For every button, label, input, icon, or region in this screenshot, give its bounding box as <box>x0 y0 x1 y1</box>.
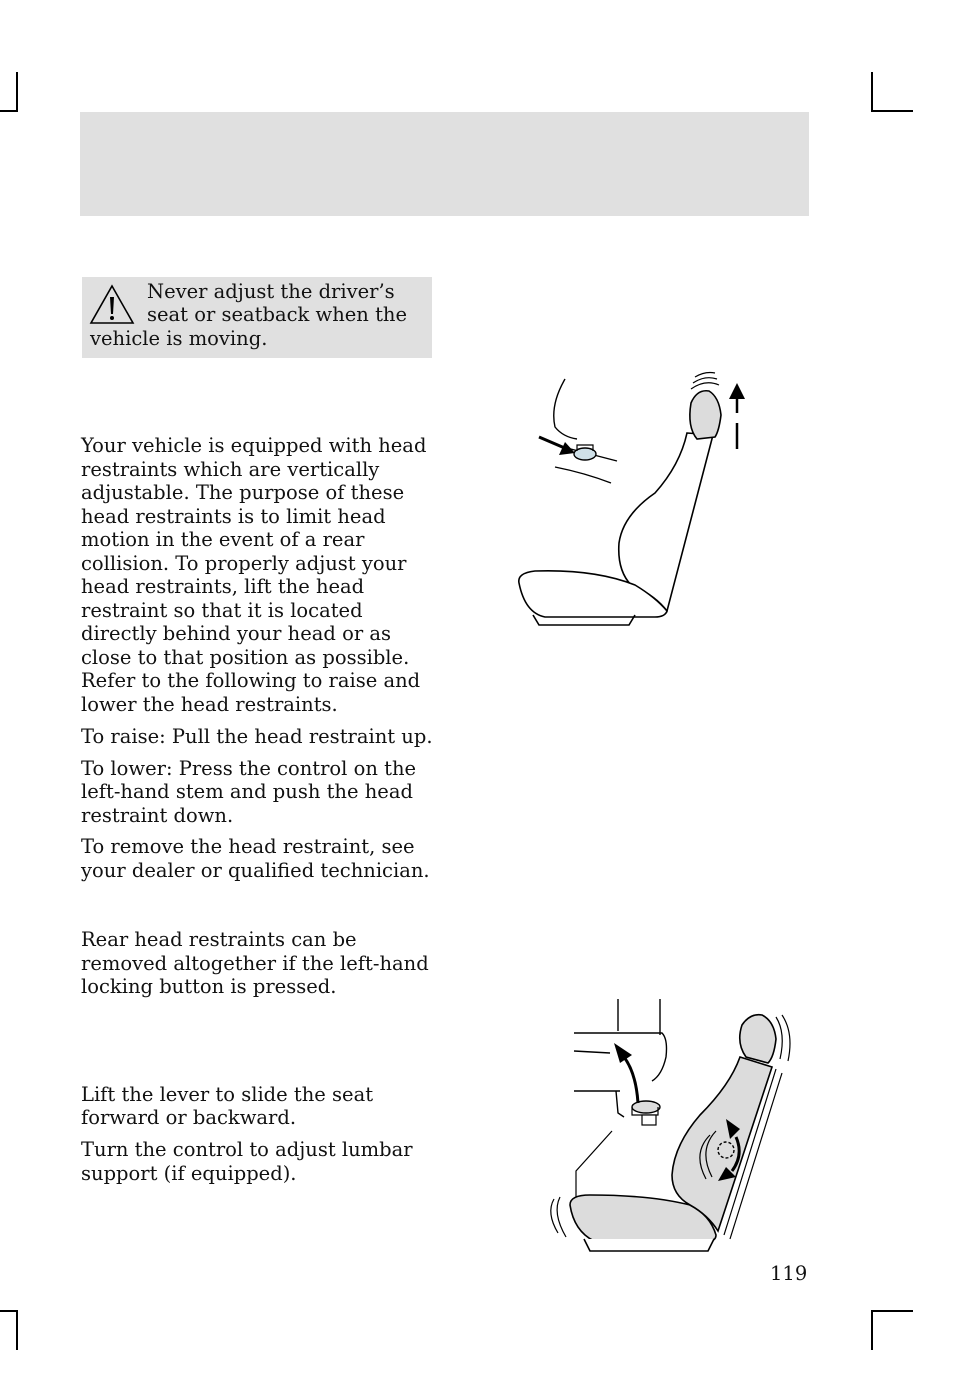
remove-text-line: To remove the head restraint, see <box>81 835 415 858</box>
head-restraint-seat-illustration <box>505 365 765 635</box>
lower-text-line: left-hand stem and push the head <box>81 780 413 803</box>
head-restraint-line: Refer to the following to raise and <box>81 669 421 692</box>
lower-text-line: restraint down. <box>81 804 234 827</box>
crop-mark-bottom-left-h <box>0 1310 18 1312</box>
page-number: 119 <box>770 1262 808 1285</box>
warning-box <box>82 277 432 358</box>
lumbar-text-line: support (if equipped). <box>81 1162 297 1185</box>
head-restraint-line: head restraints is to limit head <box>81 505 386 528</box>
crop-mark-bottom-left-v <box>16 1310 18 1350</box>
seat-lever-lumbar-illustration <box>540 995 810 1260</box>
head-restraint-line: restraints which are vertically <box>81 458 380 481</box>
rear-text-line: removed altogether if the left-hand <box>81 952 429 975</box>
head-restraint-line: adjustable. The purpose of these <box>81 481 405 504</box>
head-restraint-line: close to that position as possible. <box>81 646 410 669</box>
warning-line-3: vehicle is moving. <box>90 327 268 350</box>
crop-mark-top-left-v <box>16 72 18 112</box>
head-restraint-line: motion in the event of a rear <box>81 528 365 551</box>
header-band <box>80 112 809 216</box>
crop-mark-top-right-h <box>871 110 913 112</box>
lower-text-line: To lower: Press the control on the <box>81 757 417 780</box>
warning-line-2: seat or seatback when the <box>147 303 408 326</box>
head-restraint-line: Your vehicle is equipped with head <box>81 434 427 457</box>
head-restraint-line: lower the head restraints. <box>81 693 338 716</box>
raise-text: To raise: Pull the head restraint up. <box>81 725 433 748</box>
rear-text-line: locking button is pressed. <box>81 975 337 998</box>
warning-line-1: Never adjust the driver’s <box>147 280 395 303</box>
head-restraint-line: restraint so that it is located <box>81 599 363 622</box>
crop-mark-bottom-right-h <box>871 1310 913 1312</box>
warning-triangle-icon <box>88 283 136 325</box>
head-restraint-line: directly behind your head or as <box>81 622 391 645</box>
lever-text-line: Lift the lever to slide the seat <box>81 1083 374 1106</box>
crop-mark-top-right-v <box>871 72 873 112</box>
lever-text-line: forward or backward. <box>81 1106 297 1129</box>
remove-text-line: your dealer or qualified technician. <box>81 859 430 882</box>
lumbar-text-line: Turn the control to adjust lumbar <box>81 1138 413 1161</box>
crop-mark-top-left-h <box>0 110 18 112</box>
crop-mark-bottom-right-v <box>871 1310 873 1350</box>
head-restraint-line: collision. To properly adjust your <box>81 552 407 575</box>
head-restraint-line: head restraints, lift the head <box>81 575 365 598</box>
rear-text-line: Rear head restraints can be <box>81 928 357 951</box>
